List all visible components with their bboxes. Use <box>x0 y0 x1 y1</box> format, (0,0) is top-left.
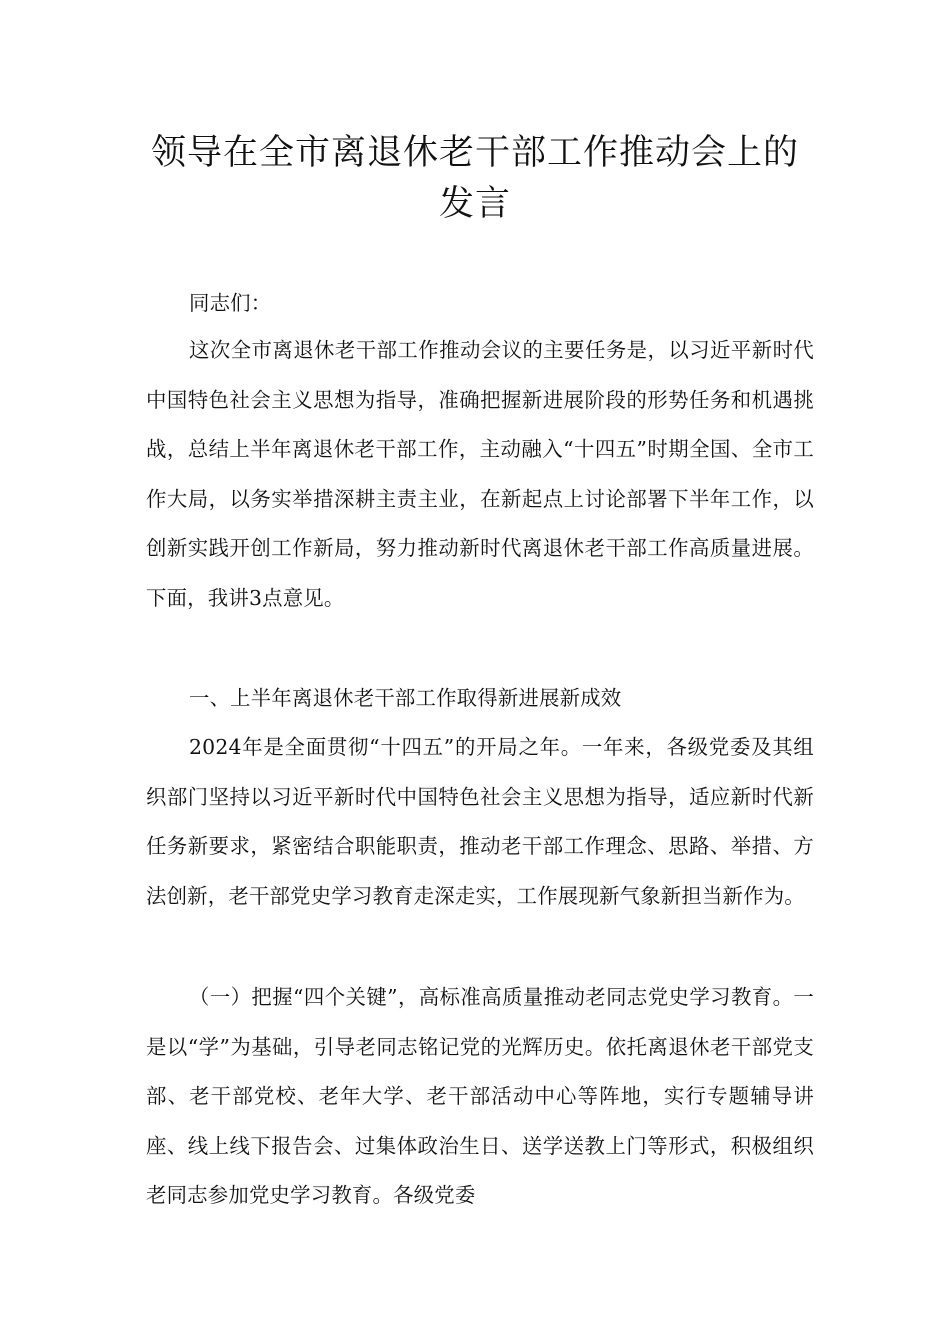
section-heading-1: 一、上半年离退休老干部工作取得新进展新成效 <box>189 686 622 710</box>
document-title: 领导在全市离退休老干部工作推动会上的发言 <box>150 133 799 224</box>
greeting: 同志们： <box>189 291 272 315</box>
paragraph-2024: 2024年是全面贯彻“十四五”的开局之年。一年来，各级党委及其组织部门坚持以习近平新时代中国特色社会主义思想为指导，适应新时代新任务新要求，紧密结合职能职责，推动老干部工作理念、思路、举措、方法创新，老干部党史学习教育走深走实，工作展现新气象新担当新作为。 <box>146 735 814 908</box>
paragraph-subsection-1: （一）把握“四个关键”，高标准高质量推动老同志党史学习教育。一是以“学”为基础，引导老同志铭记党的光辉历史。依托离退休老干部党支部、老干部党校、老年大学、老干部活动中心等阵地，实行专题辅导讲座、线上线下报告会、过集体政治生日、送学送教上门等形式，积极组织老同志参加党史学习教育。各级党委 <box>146 985 814 1207</box>
paragraph-intro: 这次全市离退休老干部工作推动会议的主要任务是，以习近平新时代中国特色社会主义思想为指导，准确把握新进展阶段的形势任务和机遇挑战，总结上半年离退休老干部工作，主动融入“十四五”时期全国、全市工作大局，以务实举措深耕主责主业，在新起点上讨论部署下半年工作，以创新实践开创工作新局，努力推动新时代离退休老干部工作高质量进展。下面，我讲3点意见。 <box>146 338 814 610</box>
